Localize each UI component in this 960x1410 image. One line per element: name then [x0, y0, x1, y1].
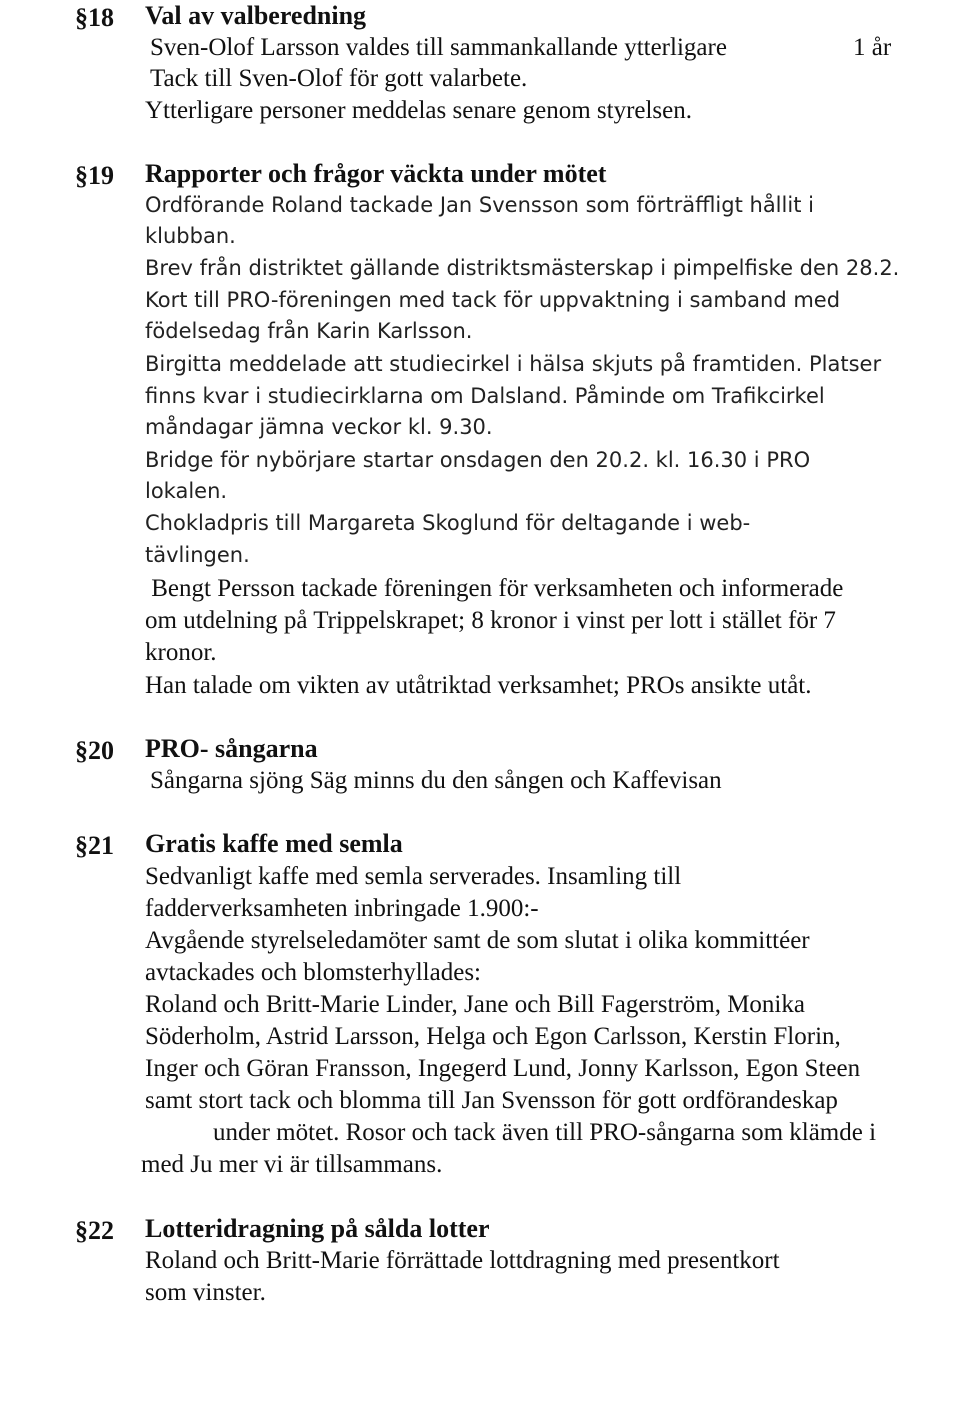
text-line: födelsedag från Karin Karlsson. [145, 319, 473, 343]
text-line: Tack till Sven-Olof för gott valarbete. [150, 65, 528, 92]
text-line: Sedvanligt kaffe med semla serverades. Insamling till [145, 863, 682, 890]
text-line: om utdelning på Trippelskrapet; 8 kronor i vinst per lott i stället för 7 [145, 607, 836, 634]
text-line: Inger och Göran Fransson, Ingegerd Lund, Jonny Karlsson, Egon Steen [145, 1055, 861, 1082]
text-line: Söderholm, Astrid Larsson, Helga och Egon Carlsson, Kerstin Florin, [145, 1023, 841, 1050]
section-heading: Lotteridragning på sålda lotter [145, 1214, 490, 1243]
section-number: §18 [75, 3, 114, 32]
text-line: Roland och Britt-Marie Linder, Jane och Bill Fagerström, Monika [145, 991, 805, 1018]
text-line: kronor. [145, 639, 217, 666]
term-length: 1 år [853, 34, 892, 61]
text-line: Ordförande Roland tackade Jan Svensson som förträffligt hållit i [145, 193, 814, 217]
text-line: Sven-Olof Larsson valdes till sammankallande ytterligare [150, 34, 727, 61]
text-line: fadderverksamheten inbringade 1.900:- [145, 895, 539, 922]
section-heading: Rapporter och frågor väckta under mötet [145, 159, 607, 188]
section-heading: Val av valberedning [145, 1, 367, 30]
text-line: Ytterligare personer meddelas senare genom styrelsen. [145, 97, 693, 124]
text-line: finns kvar i studiecirklarna om Dalsland. Påminde om Trafikcirkel [145, 384, 825, 408]
section-number: §19 [75, 161, 114, 190]
text-line: med Ju mer vi är tillsammans. [141, 1151, 443, 1178]
section-heading: Gratis kaffe med semla [145, 829, 403, 858]
text-line: som vinster. [145, 1279, 266, 1306]
text-line: Chokladpris till Margareta Skoglund för deltagande i web- [145, 511, 751, 535]
section-number: §20 [75, 736, 114, 765]
text-line: klubban. [145, 224, 236, 248]
text-line: under mötet. Rosor och tack även till PRO-sångarna som klämde i [213, 1119, 877, 1146]
text-line: Sångarna sjöng Säg minns du den sången och Kaffevisan [150, 767, 722, 794]
text-line: lokalen. [145, 479, 228, 503]
text-line: Brev från distriktet gällande distriktsmästerskap i pimpelfiske den 28.2. [145, 256, 900, 280]
section-heading: PRO- sångarna [145, 734, 318, 763]
text-line: måndagar jämna veckor kl. 9.30. [145, 415, 493, 439]
text-line: Avgående styrelseledamöter samt de som slutat i olika kommittéer [145, 927, 810, 954]
text-line: Han talade om vikten av utåtriktad verksamhet; PROs ansikte utåt. [145, 672, 812, 699]
text-line: avtackades och blomsterhyllades: [145, 959, 481, 986]
text-line: Kort till PRO-föreningen med tack för uppvaktning i samband med [145, 288, 841, 312]
text-line: samt stort tack och blomma till Jan Svensson för gott ordförandeskap [145, 1087, 838, 1114]
text-line: tävlingen. [145, 543, 250, 567]
text-line: Roland och Britt-Marie förrättade lottdragning med presentkort [145, 1247, 780, 1274]
text-line: Bengt Persson tackade föreningen för verksamheten och informerade [145, 575, 844, 602]
text-line: Birgitta meddelade att studiecirkel i hälsa skjuts på framtiden. Platser [145, 352, 882, 376]
section-number: §21 [75, 831, 114, 860]
section-number: §22 [75, 1216, 114, 1245]
text-line: Bridge för nybörjare startar onsdagen den 20.2. kl. 16.30 i PRO [145, 448, 811, 472]
